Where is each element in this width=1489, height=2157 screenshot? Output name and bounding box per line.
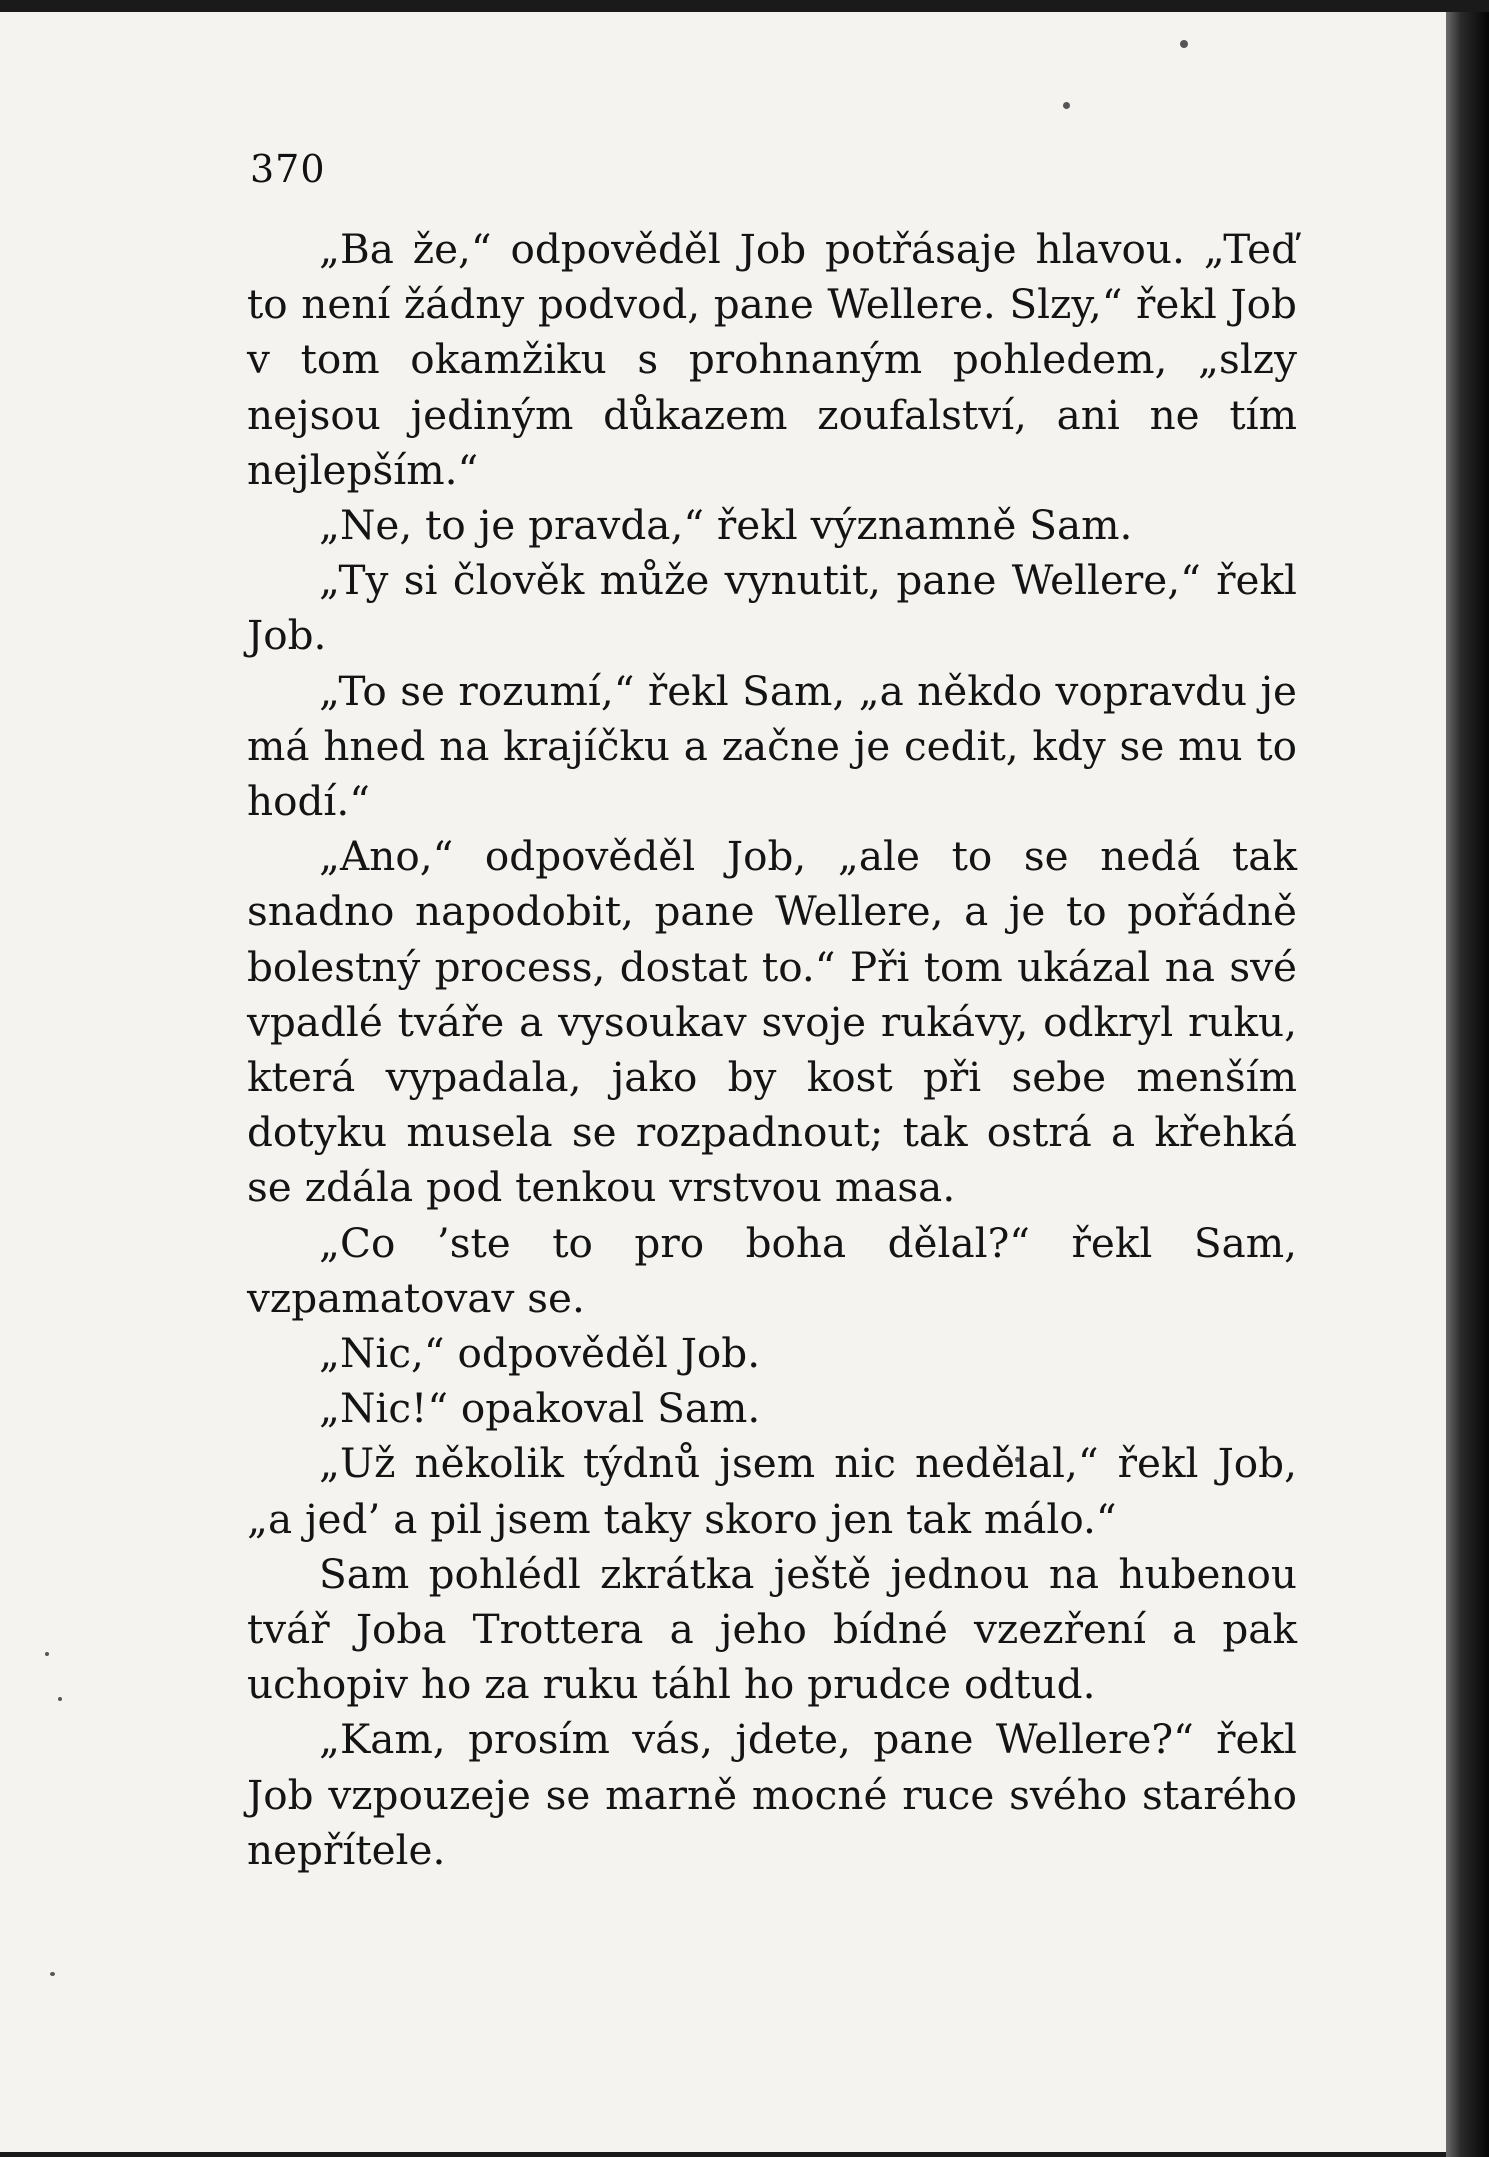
paragraph: „Ano,“ odpověděl Job, „ale to se nedá tak snadno napodobit, pane Wellere, a je to pořádně bolestný process, dostat to.“ Při tom ukázal na své vpadlé tváře a vysoukav svoje rukávy, odkryl ruku, která vypadala, jako by kost při sebe menším dotyku musela se rozpadnout; tak ostrá a křehká se zdála pod tenkou vrstvou masa. (247, 832, 1297, 1212)
paragraph: Sam pohlédl zkrátka ještě jednou na hubenou tvář Joba Trottera a jeho bídné vzezření a pak uchopiv ho za ruku táhl ho prudce odtud. (247, 1549, 1297, 1709)
print-speck (1063, 102, 1070, 109)
paragraph: „Ne, to je pravda,“ řekl významně Sam. (319, 501, 1133, 550)
paragraph: „Už několik týdnů jsem nic nedělal,“ řekl Job, „a jed’ a pil jsem taky skoro jen tak málo.“ (247, 1439, 1297, 1543)
paragraph: „Co ’ste to pro boha dělal?“ řekl Sam, vzpamatovav se. (247, 1218, 1297, 1322)
page-number: 370 (250, 147, 326, 191)
paragraph: „Kam, prosím vás, jdete, pane Wellere?“ řekl Job vzpouzeje se marně mocné ruce svého starého nepřítele. (247, 1715, 1297, 1874)
paragraph: „Ty si člověk může vynutit, pane Wellere,“ řekl Job. (247, 556, 1297, 660)
print-speck (58, 1697, 62, 1701)
body-text (247, 222, 1297, 1878)
print-speck (1180, 40, 1188, 48)
paragraph: „Ba že,“ odpověděl Job potřásaje hlavou. „Teď to není žádny podvod, pane Wellere. Slzy,“ řekl Job v tom okamžiku s prohnaným pohledem, „slzy nejsou jediným důkazem zoufalství, ani ne tím nejlepším.“ (247, 225, 1297, 494)
paragraph: „Nic!“ opakoval Sam. (319, 1384, 761, 1433)
paragraph: „Nic,“ odpověděl Job. (319, 1329, 761, 1378)
print-speck (45, 1652, 49, 1656)
page-edge-shadow (1446, 12, 1489, 2157)
print-speck (50, 1972, 55, 1976)
paragraph: „To se rozumí,“ řekl Sam, „a někdo vopravdu je má hned na krajíčku a začne je cedit, kdy se mu to hodí.“ (247, 666, 1297, 826)
book-page (0, 12, 1450, 2152)
